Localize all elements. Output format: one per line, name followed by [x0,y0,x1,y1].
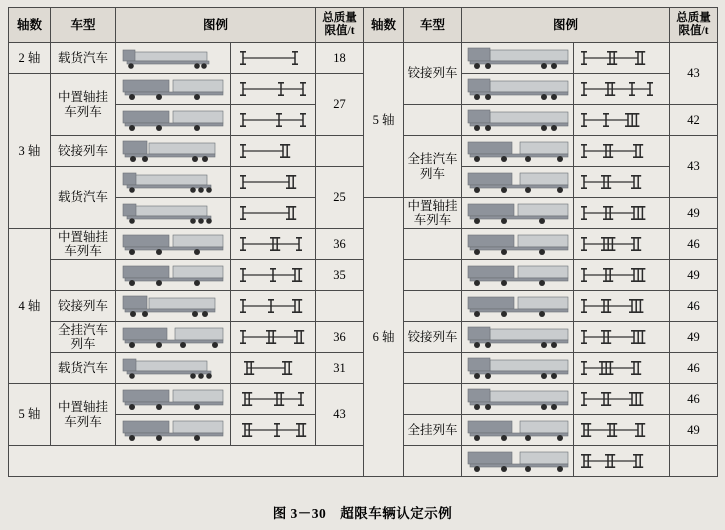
vehicle-type-cell-left: 载货汽车 [51,167,116,229]
axle-count-cell-right: 6 轴 [364,198,404,477]
vehicle-type-cell-right [404,353,462,384]
axle-diagram-left [231,198,316,229]
table-row [9,198,718,229]
truck-figure-left [116,43,231,74]
vehicle-type-cell-left: 铰接列车 [51,136,116,167]
header-mass-limit-line1: 总质量 [322,11,357,24]
vehicle-type-cell-right: 全挂汽车 列车 [404,136,462,198]
axle-diagram-left [231,74,316,105]
axle-diagram-right [574,198,670,229]
header-mass-limit-line1-right: 总质量 [676,11,711,24]
table-row [9,291,718,322]
axle-diagram-left [231,415,316,446]
truck-figure-right [462,322,574,353]
axle-diagram-left [231,260,316,291]
mass-limit-cell-left: 35 [316,260,364,291]
axle-diagram-right [574,291,670,322]
mass-limit-cell-right: 46 [670,353,718,384]
mass-limit-cell-right [670,446,718,477]
mass-limit-cell-left: 18 [316,43,364,74]
vehicle-type-cell-left [51,260,116,291]
axle-diagram-right [574,446,670,477]
mass-limit-cell-right: 46 [670,291,718,322]
axle-count-cell-left: 2 轴 [9,43,51,74]
truck-figure-right [462,291,574,322]
table-row [9,43,718,74]
table-row [9,384,718,415]
vehicle-type-cell-right [404,105,462,136]
truck-figure-right [462,446,574,477]
header-vehicle-type-right: 车型 [404,8,462,43]
header-mass-limit-left [316,8,364,43]
mass-limit-cell-right: 49 [670,198,718,229]
table-row [9,446,718,477]
vehicle-type-cell-right [404,384,462,415]
header-mass-limit-line2: 限值/t [324,25,355,37]
table-row [9,167,718,198]
mass-limit-cell-right: 46 [670,384,718,415]
mass-limit-cell-left: 36 [316,229,364,260]
truck-figure-left [116,198,231,229]
mass-limit-cell-left: 36 [316,322,364,353]
mass-limit-cell-left: 43 [316,384,364,446]
vehicle-type-cell-right: 中置轴挂 车列车 [404,198,462,229]
axle-diagram-right [574,43,670,74]
mass-limit-cell-left: 27 [316,74,364,136]
vehicle-type-cell-left: 中置轴挂 车列车 [51,74,116,136]
axle-diagram-left [231,105,316,136]
vehicle-type-cell-right [404,260,462,291]
truck-figure-right [462,260,574,291]
table-row [9,74,718,105]
vehicle-type-cell-right: 铰接列车 [404,322,462,353]
table-row [9,136,718,167]
axle-diagram-left [231,167,316,198]
truck-figure-right [462,43,574,74]
truck-figure-left [116,105,231,136]
mass-limit-cell-right: 43 [670,136,718,198]
truck-figure-right [462,74,574,105]
truck-figure-right [462,229,574,260]
mass-limit-cell-right: 49 [670,322,718,353]
header-axle-count-right: 轴数 [364,8,404,43]
empty-cell-left [9,446,364,477]
truck-figure-right [462,415,574,446]
table-row [9,229,718,260]
table-body [9,43,718,477]
mass-limit-cell-left [316,291,364,322]
axle-count-cell-right: 5 轴 [364,43,404,198]
axle-diagram-right [574,136,670,167]
header-figure-right: 图例 [462,8,670,43]
axle-diagram-left [231,322,316,353]
table-header-row [9,8,718,43]
axle-diagram-right [574,74,670,105]
mass-limit-cell-left [316,136,364,167]
header-figure-left: 图例 [116,8,316,43]
axle-diagram-left [231,229,316,260]
vehicle-type-cell-right [404,291,462,322]
mass-limit-cell-left: 25 [316,167,364,229]
header-axle-count-left: 轴数 [9,8,51,43]
truck-figure-left [116,384,231,415]
vehicle-type-cell-right [404,229,462,260]
axle-diagram-right [574,260,670,291]
axle-diagram-left [231,136,316,167]
header-mass-limit-right [670,8,718,43]
truck-figure-left [116,167,231,198]
table-row [9,322,718,353]
truck-figure-left [116,136,231,167]
header-mass-limit-line2-right: 限值/t [678,25,709,37]
mass-limit-cell-right: 43 [670,43,718,105]
vehicle-type-cell-right [404,446,462,477]
axle-diagram-right [574,322,670,353]
mass-limit-cell-right: 46 [670,229,718,260]
axle-diagram-right [574,415,670,446]
table-row [9,353,718,384]
axle-count-cell-left: 4 轴 [9,229,51,384]
mass-limit-cell-right: 49 [670,260,718,291]
mass-limit-cell-left: 31 [316,353,364,384]
truck-figure-left [116,353,231,384]
truck-figure-right [462,384,574,415]
axle-diagram-left [231,291,316,322]
axle-diagram-left [231,43,316,74]
header-vehicle-type-left: 车型 [51,8,116,43]
axle-diagram-right [574,105,670,136]
axle-diagram-left [231,353,316,384]
truck-figure-left [116,322,231,353]
truck-figure-left [116,415,231,446]
vehicle-type-cell-right: 铰接列车 [404,43,462,105]
axle-diagram-right [574,384,670,415]
truck-figure-left [116,74,231,105]
vehicle-type-cell-left: 铰接列车 [51,291,116,322]
axle-diagram-right [574,167,670,198]
vehicle-type-cell-right: 全挂列车 [404,415,462,446]
truck-figure-right [462,105,574,136]
mass-limit-cell-right: 49 [670,415,718,446]
figure-caption: 图 3－30 超限车辆认定示例 [272,506,453,521]
vehicle-type-cell-left: 全挂汽车 列车 [51,322,116,353]
axle-diagram-right [574,353,670,384]
table-row [9,260,718,291]
vehicle-type-cell-left: 载货汽车 [51,43,116,74]
axle-count-cell-left: 5 轴 [9,384,51,446]
axle-count-cell-left: 3 轴 [9,74,51,229]
axle-diagram-right [574,229,670,260]
truck-figure-right [462,136,574,167]
truck-figure-right [462,167,574,198]
truck-figure-right [462,198,574,229]
truck-figure-left [116,291,231,322]
limit-table-container [8,7,717,477]
mass-limit-cell-right: 42 [670,105,718,136]
vehicle-type-cell-left: 载货汽车 [51,353,116,384]
truck-figure-left [116,229,231,260]
vehicle-type-cell-left: 中置轴挂 车列车 [51,384,116,446]
axle-diagram-left [231,384,316,415]
truck-figure-right [462,353,574,384]
truck-figure-left [116,260,231,291]
vehicle-type-cell-left: 中置轴挂 车列车 [51,229,116,260]
overlimit-vehicle-table [8,7,718,477]
